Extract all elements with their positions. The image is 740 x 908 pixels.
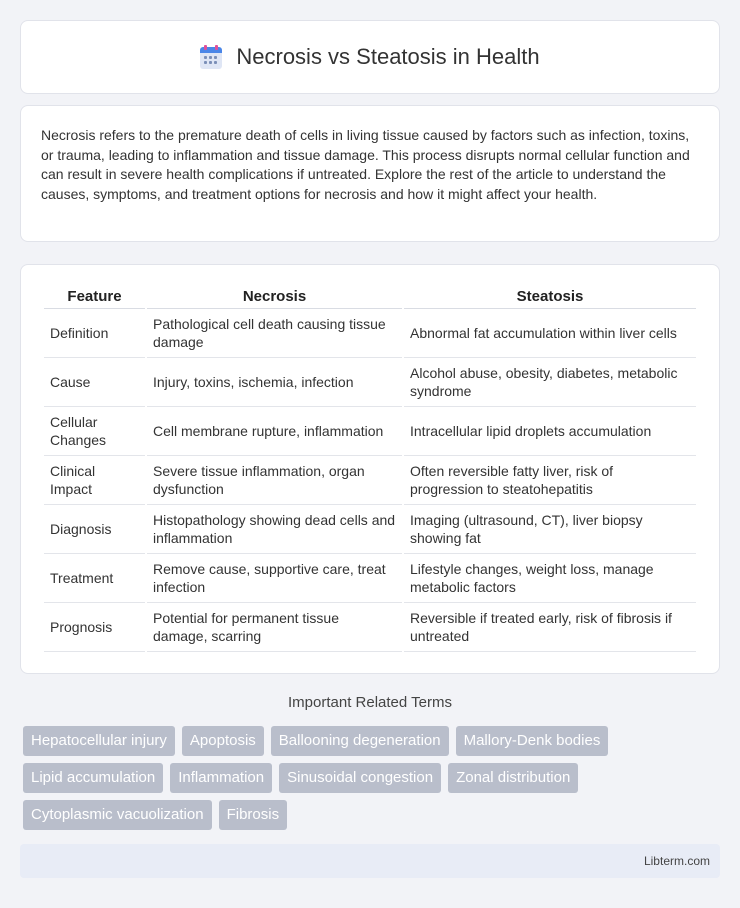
row-feature: Cause bbox=[44, 358, 145, 407]
related-term-tag[interactable]: Apoptosis bbox=[182, 726, 264, 756]
related-term-tag[interactable]: Lipid accumulation bbox=[23, 763, 163, 793]
comparison-table-card bbox=[20, 264, 720, 674]
row-necrosis: Injury, toxins, ischemia, infection bbox=[147, 358, 402, 407]
row-feature: Cellular Changes bbox=[44, 407, 145, 456]
page-title: Necrosis vs Steatosis in Health bbox=[236, 44, 540, 69]
row-feature: Treatment bbox=[44, 554, 145, 603]
row-steatosis: Lifestyle changes, weight loss, manage metabolic factors bbox=[404, 554, 696, 603]
table-row bbox=[44, 456, 696, 505]
related-terms-title: Important Related Terms bbox=[288, 694, 452, 711]
row-necrosis: Remove cause, supportive care, treat infection bbox=[147, 554, 402, 603]
intro-text: Necrosis refers to the premature death of cells in living tissue caused by factors such as infection, toxins, or trauma, leading to inflammation and tissue damage. This process disrupts normal cellular function and can result in severe health complications if untreated. Explore the rest of the article to understand the causes, symptoms, and treatment options for necrosis and how it might affect your health. bbox=[41, 127, 690, 202]
row-feature: Definition bbox=[44, 309, 145, 358]
intro-card bbox=[20, 105, 720, 242]
table-row bbox=[44, 358, 696, 407]
row-feature: Clinical Impact bbox=[44, 456, 145, 505]
related-term-tag[interactable]: Cytoplasmic vacuolization bbox=[23, 800, 212, 830]
table-row bbox=[44, 554, 696, 603]
related-term-tag[interactable]: Hepatocellular injury bbox=[23, 726, 175, 756]
header-feature: Feature bbox=[44, 284, 145, 309]
related-term-tag[interactable]: Inflammation bbox=[170, 763, 272, 793]
row-necrosis: Pathological cell death causing tissue damage bbox=[147, 309, 402, 358]
row-steatosis: Alcohol abuse, obesity, diabetes, metabolic syndrome bbox=[404, 358, 696, 407]
header-necrosis: Necrosis bbox=[147, 284, 402, 309]
related-term-tag[interactable]: Mallory-Denk bodies bbox=[456, 726, 609, 756]
row-steatosis: Imaging (ultrasound, CT), liver biopsy showing fat bbox=[404, 505, 696, 554]
table-row bbox=[44, 505, 696, 554]
related-term-tag[interactable]: Zonal distribution bbox=[448, 763, 578, 793]
row-steatosis: Intracellular lipid droplets accumulation bbox=[404, 407, 696, 456]
table-header-row bbox=[44, 284, 696, 309]
table-row bbox=[44, 309, 696, 358]
row-necrosis: Histopathology showing dead cells and inflammation bbox=[147, 505, 402, 554]
calendar-icon bbox=[200, 45, 222, 69]
footer bbox=[20, 844, 720, 878]
header-card bbox=[20, 20, 720, 94]
table-row bbox=[44, 603, 696, 652]
related-term-tag[interactable]: Fibrosis bbox=[219, 800, 288, 830]
row-feature: Diagnosis bbox=[44, 505, 145, 554]
row-steatosis: Reversible if treated early, risk of fibrosis if untreated bbox=[404, 603, 696, 652]
row-necrosis: Cell membrane rupture, inflammation bbox=[147, 407, 402, 456]
related-terms-list bbox=[23, 726, 723, 837]
row-steatosis: Often reversible fatty liver, risk of progression to steatohepatitis bbox=[404, 456, 696, 505]
row-necrosis: Potential for permanent tissue damage, scarring bbox=[147, 603, 402, 652]
row-feature: Prognosis bbox=[44, 603, 145, 652]
related-term-tag[interactable]: Ballooning degeneration bbox=[271, 726, 449, 756]
row-steatosis: Abnormal fat accumulation within liver cells bbox=[404, 309, 696, 358]
header-steatosis: Steatosis bbox=[404, 284, 696, 309]
footer-brand-link[interactable]: Libterm.com bbox=[643, 854, 710, 868]
related-term-tag[interactable]: Sinusoidal congestion bbox=[279, 763, 441, 793]
row-necrosis: Severe tissue inflammation, organ dysfunction bbox=[147, 456, 402, 505]
table-row bbox=[44, 407, 696, 456]
comparison-table bbox=[42, 284, 698, 652]
